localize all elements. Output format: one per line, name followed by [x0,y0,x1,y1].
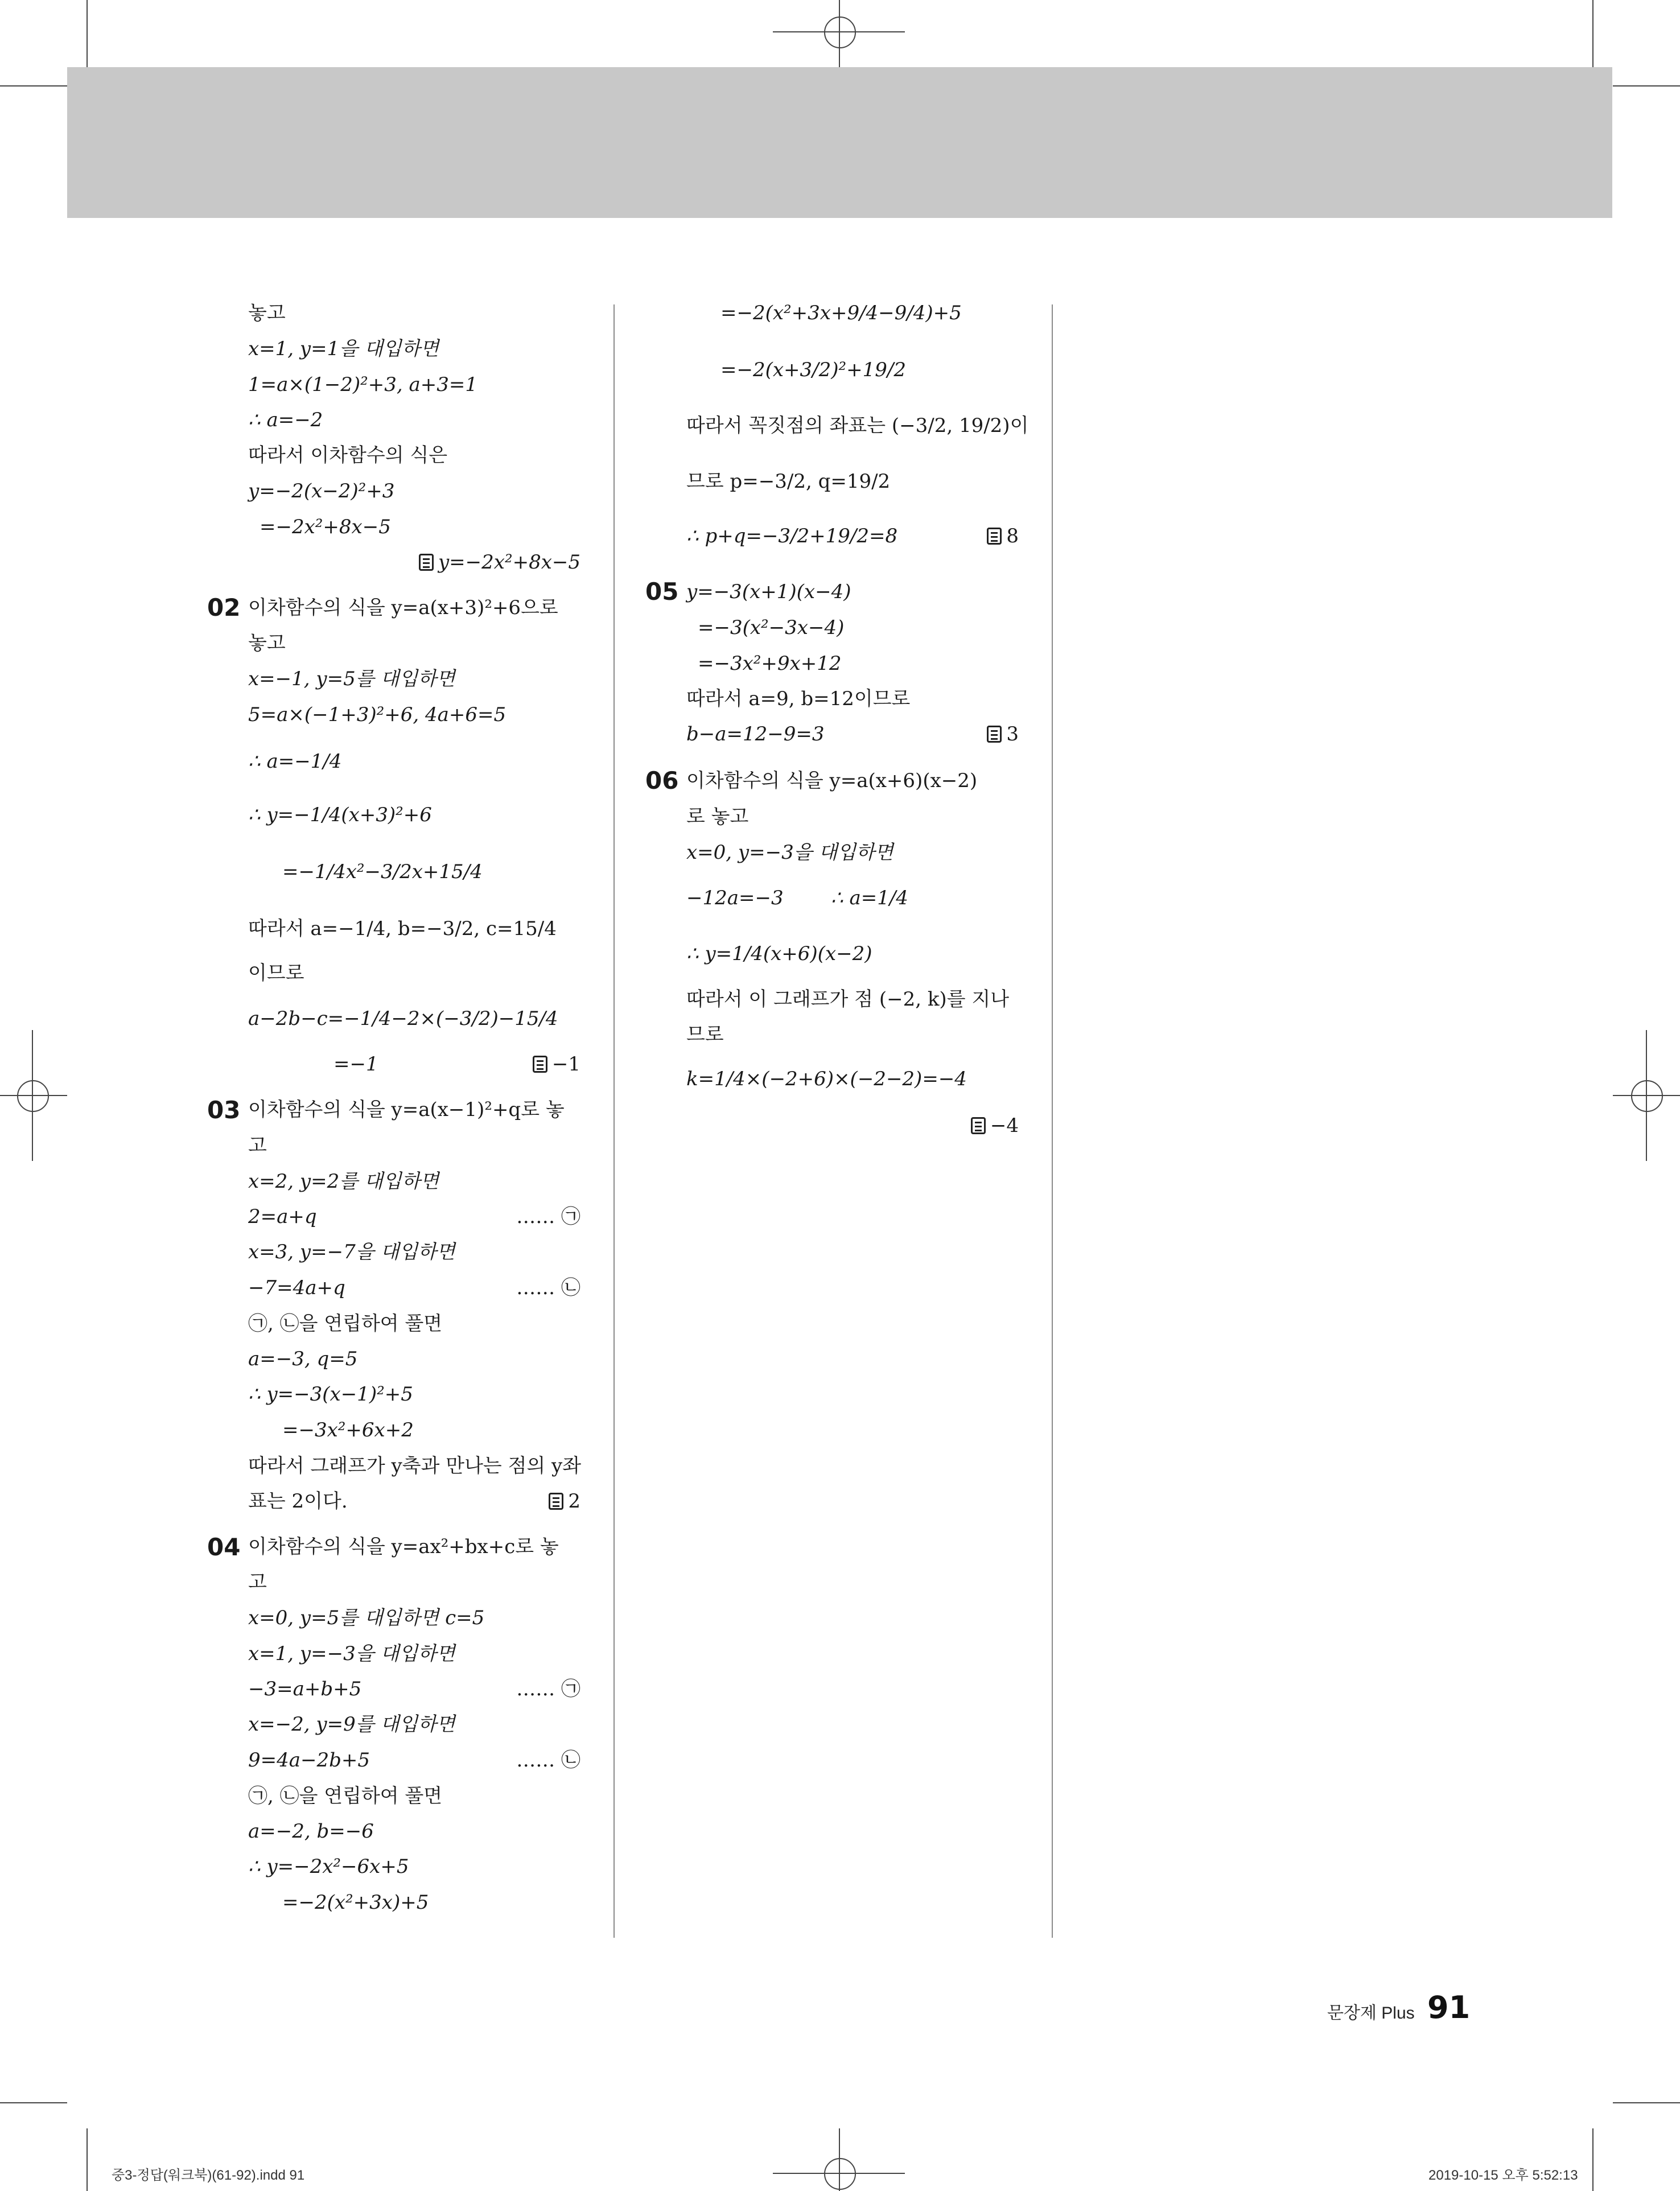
math-line: =−3x²+9x+12 [698,652,842,675]
problem-number: 04 [207,1533,241,1561]
text-line: 이므로 [248,962,304,985]
column-divider [613,304,615,1938]
math-line: 5=a×(−1+3)²+6, 4a+6=5 [248,703,507,726]
answer-icon [987,726,1002,743]
text-line: 므로 p=−3/2, q=19/2 [686,470,891,493]
crop-mark [1613,2102,1680,2103]
column-divider [1052,304,1053,1938]
equation-tag: …… ㉠ [516,1678,580,1700]
slug-timestamp: 2019-10-15 오후 5:52:13 [1428,2168,1578,2183]
answer-icon [987,528,1002,545]
math-line: ∴ p+q=−3/2+19/2=8 [686,525,898,547]
math-line: =−2(x+3/2)²+19/2 [720,359,906,381]
text-line: 놓고 [248,632,286,654]
registration-mark [0,1095,67,1096]
text-line: 따라서 이 그래프가 점 (−2, k)를 지나 [686,988,1010,1011]
text-line: 이차함수의 식을 y=a(x+3)²+6으로 [248,596,558,619]
header-band [67,67,1612,218]
text-line: 고 [248,1571,267,1593]
problem-number: 06 [645,767,679,794]
answer: 3 [987,723,1019,746]
math-line: 1=a×(1−2)²+3, a+3=1 [248,373,478,396]
text-line: 놓고 [248,302,286,324]
math-line: y=−3(x+1)(x−4) [686,580,851,603]
math-line: x=3, y=−7을 대입하면 [248,1241,455,1263]
registration-mark [839,2128,840,2191]
answer-icon [971,1117,986,1134]
math-line: ∴ a=−1/4 [248,750,342,773]
math-line: k=1/4×(−2+6)×(−2−2)=−4 [686,1068,967,1090]
math-line: =−2(x²+3x+9/4−9/4)+5 [720,302,962,324]
equation-tag: …… ㉠ [516,1205,580,1228]
math-line: x=2, y=2를 대입하면 [248,1170,439,1193]
answer: −1 [533,1053,580,1076]
registration-mark [824,17,856,48]
math-line: x=1, y=−3을 대입하면 [248,1642,455,1665]
equation-tag: …… ㉡ [516,1276,580,1299]
math-line: =−3(x²−3x−4) [698,616,845,639]
text-line: 이차함수의 식을 y=a(x−1)²+q로 놓 [248,1098,565,1121]
crop-mark [1613,85,1680,87]
crop-mark [0,2102,67,2103]
crop-mark [1592,2128,1593,2191]
registration-mark [1631,1080,1663,1112]
math-line: −12a=−3 [686,887,784,909]
math-line: ∴ y=−2x²−6x+5 [248,1855,409,1878]
math-line: x=0, y=−3을 대입하면 [686,841,893,864]
math-line: 9=4a−2b+5 [248,1749,370,1772]
math-line: 2=a+q [248,1205,317,1228]
answer-icon [549,1493,563,1510]
math-line: =−3x²+6x+2 [282,1419,414,1442]
math-line: x=−1, y=5를 대입하면 [248,668,455,690]
problem-number: 02 [207,594,241,621]
answer: −4 [971,1114,1019,1137]
text-line: 따라서 꼭짓점의 좌표는 (−3/2, 19/2)이 [686,414,1029,437]
text-line: ㉠, ㉡을 연립하여 풀면 [248,1785,443,1807]
text-line: 따라서 a=−1/4, b=−3/2, c=15/4 [248,917,557,940]
text-line: 따라서 a=9, b=12이므로 [686,687,911,710]
registration-mark [839,0,840,67]
math-line: ∴ a=−2 [248,409,323,431]
answer: 8 [987,525,1019,547]
crop-mark [87,0,88,67]
problem-number: 05 [645,578,679,606]
math-line: x=−2, y=9를 대입하면 [248,1713,455,1736]
answer-icon [533,1056,547,1073]
math-line: x=0, y=5를 대입하면 c=5 [248,1607,485,1629]
math-line: x=1, y=1을 대입하면 [248,337,439,360]
registration-mark [32,1030,33,1161]
book-title: 문장제 Plus [1327,2004,1415,2023]
answer: 2 [549,1490,580,1513]
math-line: =−2x²+8x−5 [260,516,391,538]
math-line: a=−3, q=5 [248,1348,358,1370]
crop-mark [87,2128,88,2191]
problem-number: 03 [207,1096,241,1124]
math-line: =−2(x²+3x)+5 [282,1891,429,1914]
page-number: 91 [1427,1990,1471,2025]
math-line: =−1 [333,1053,378,1076]
text-line: 따라서 이차함수의 식은 [248,444,448,467]
math-line: =−1/4x²−3/2x+15/4 [282,860,483,883]
math-line: −3=a+b+5 [248,1678,362,1700]
math-line: ∴ a=1/4 [831,887,908,909]
crop-mark [0,85,67,87]
slug-file: 중3-정답(워크북)(61-92).indd 91 [112,2168,305,2183]
equation-tag: …… ㉡ [516,1749,580,1772]
math-line: b−a=12−9=3 [686,723,825,746]
text-line: 이차함수의 식을 y=ax²+bx+c로 놓 [248,1535,559,1558]
registration-mark [824,2158,856,2190]
answer-icon [419,554,434,571]
registration-mark [1646,1030,1647,1161]
math-line: ∴ y=1/4(x+6)(x−2) [686,942,872,965]
text-line: 므로 [686,1023,724,1046]
math-line: a−2b−c=−1/4−2×(−3/2)−15/4 [248,1007,558,1030]
text-line: 이차함수의 식을 y=a(x+6)(x−2) [686,769,978,792]
math-line: ∴ y=−3(x−1)²+5 [248,1383,413,1406]
answer: y=−2x²+8x−5 [419,551,580,574]
math-line: a=−2, b=−6 [248,1820,374,1843]
registration-mark [17,1080,49,1112]
text-line: 따라서 그래프가 y축과 만나는 점의 y좌 [248,1455,582,1477]
math-line: y=−2(x−2)²+3 [248,480,395,503]
text-line: 표는 2이다. [248,1490,348,1513]
text-line: ㉠, ㉡을 연립하여 풀면 [248,1312,443,1335]
crop-mark [1592,0,1593,67]
text-line: 고 [248,1134,267,1157]
math-line: −7=4a+q [248,1276,345,1299]
text-line: 로 놓고 [686,805,749,828]
math-line: ∴ y=−1/4(x+3)²+6 [248,804,432,826]
